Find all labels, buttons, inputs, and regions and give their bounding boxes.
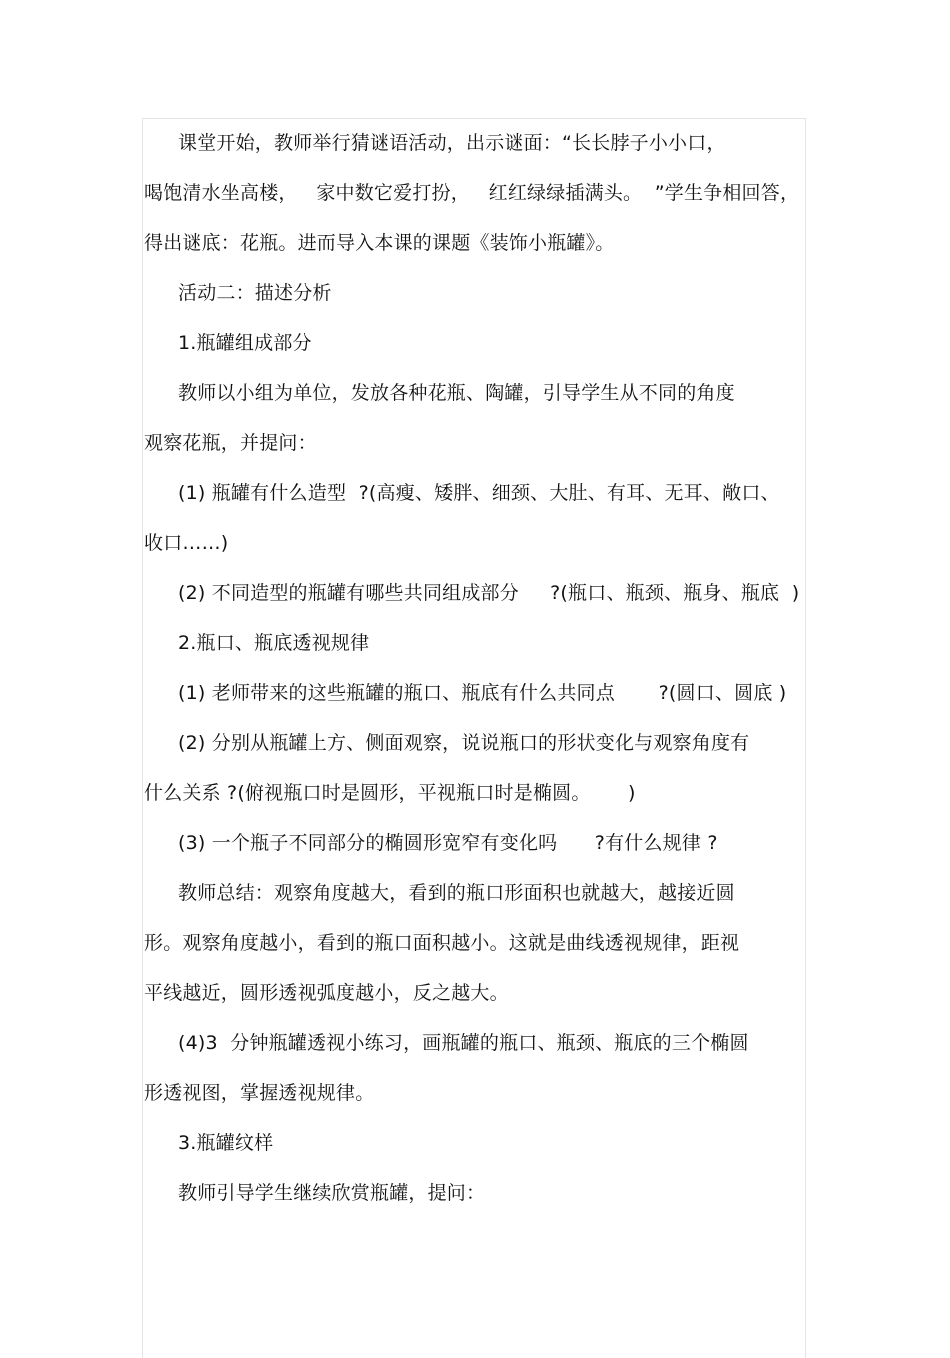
question-line: 什么关系 ?(俯视瓶口时是圆形，平视瓶口时是椭圆。 ) bbox=[144, 782, 636, 804]
paragraph-line: 形。观察角度越小，看到的瓶口面积越小。这就是曲线透视规律，距视 bbox=[144, 932, 740, 954]
paragraph-line: 教师引导学生继续欣赏瓶罐，提问： bbox=[178, 1182, 486, 1204]
question-line: 收口……) bbox=[144, 532, 229, 554]
question-line: (1) 老师带来的这些瓶罐的瓶口、瓶底有什么共同点 ?(圆口、圆底 ) bbox=[178, 682, 787, 704]
section-heading: 活动二：描述分析 bbox=[178, 282, 332, 304]
subsection-heading: 3.瓶罐纹样 bbox=[178, 1132, 274, 1154]
subsection-heading: 1.瓶罐组成部分 bbox=[178, 332, 312, 354]
paragraph-line: 教师以小组为单位，发放各种花瓶、陶罐，引导学生从不同的角度 bbox=[178, 382, 735, 404]
paragraph-line: 得出谜底：花瓶。进而导入本课的课题《装饰小瓶罐》。 bbox=[144, 232, 615, 254]
paragraph-line: 平线越近，圆形透视弧度越小，反之越大。 bbox=[144, 982, 509, 1004]
paragraph-line: 形透视图，掌握透视规律。 bbox=[144, 1082, 375, 1104]
question-line: (3) 一个瓶子不同部分的椭圆形宽窄有变化吗 ?有什么规律 ? bbox=[178, 832, 718, 854]
paragraph-line: 课堂开始，教师举行猜谜语活动，出示谜面：“长长脖子小小口， bbox=[178, 132, 726, 154]
paragraph-line: (4)3 分钟瓶罐透视小练习，画瓶罐的瓶口、瓶颈、瓶底的三个椭圆 bbox=[178, 1032, 749, 1054]
question-line: (2) 分别从瓶罐上方、侧面观察，说说瓶口的形状变化与观察角度有 bbox=[178, 732, 750, 754]
question-line: (1) 瓶罐有什么造型 ?(高瘦、矮胖、细颈、大肚、有耳、无耳、敞口、 bbox=[178, 482, 780, 504]
subsection-heading: 2.瓶口、瓶底透视规律 bbox=[178, 632, 370, 654]
paragraph-line: 教师总结：观察角度越大，看到的瓶口形面积也就越大，越接近圆 bbox=[178, 882, 735, 904]
paragraph-line: 观察花瓶，并提问： bbox=[144, 432, 317, 454]
paragraph-line: 喝饱清水坐高楼， 家中数它爱打扮， 红红绿绿插满头。 ”学生争相回答， bbox=[144, 182, 800, 204]
question-line: (2) 不同造型的瓶罐有哪些共同组成部分 ?(瓶口、瓶颈、瓶身、瓶底 ) bbox=[178, 582, 800, 604]
